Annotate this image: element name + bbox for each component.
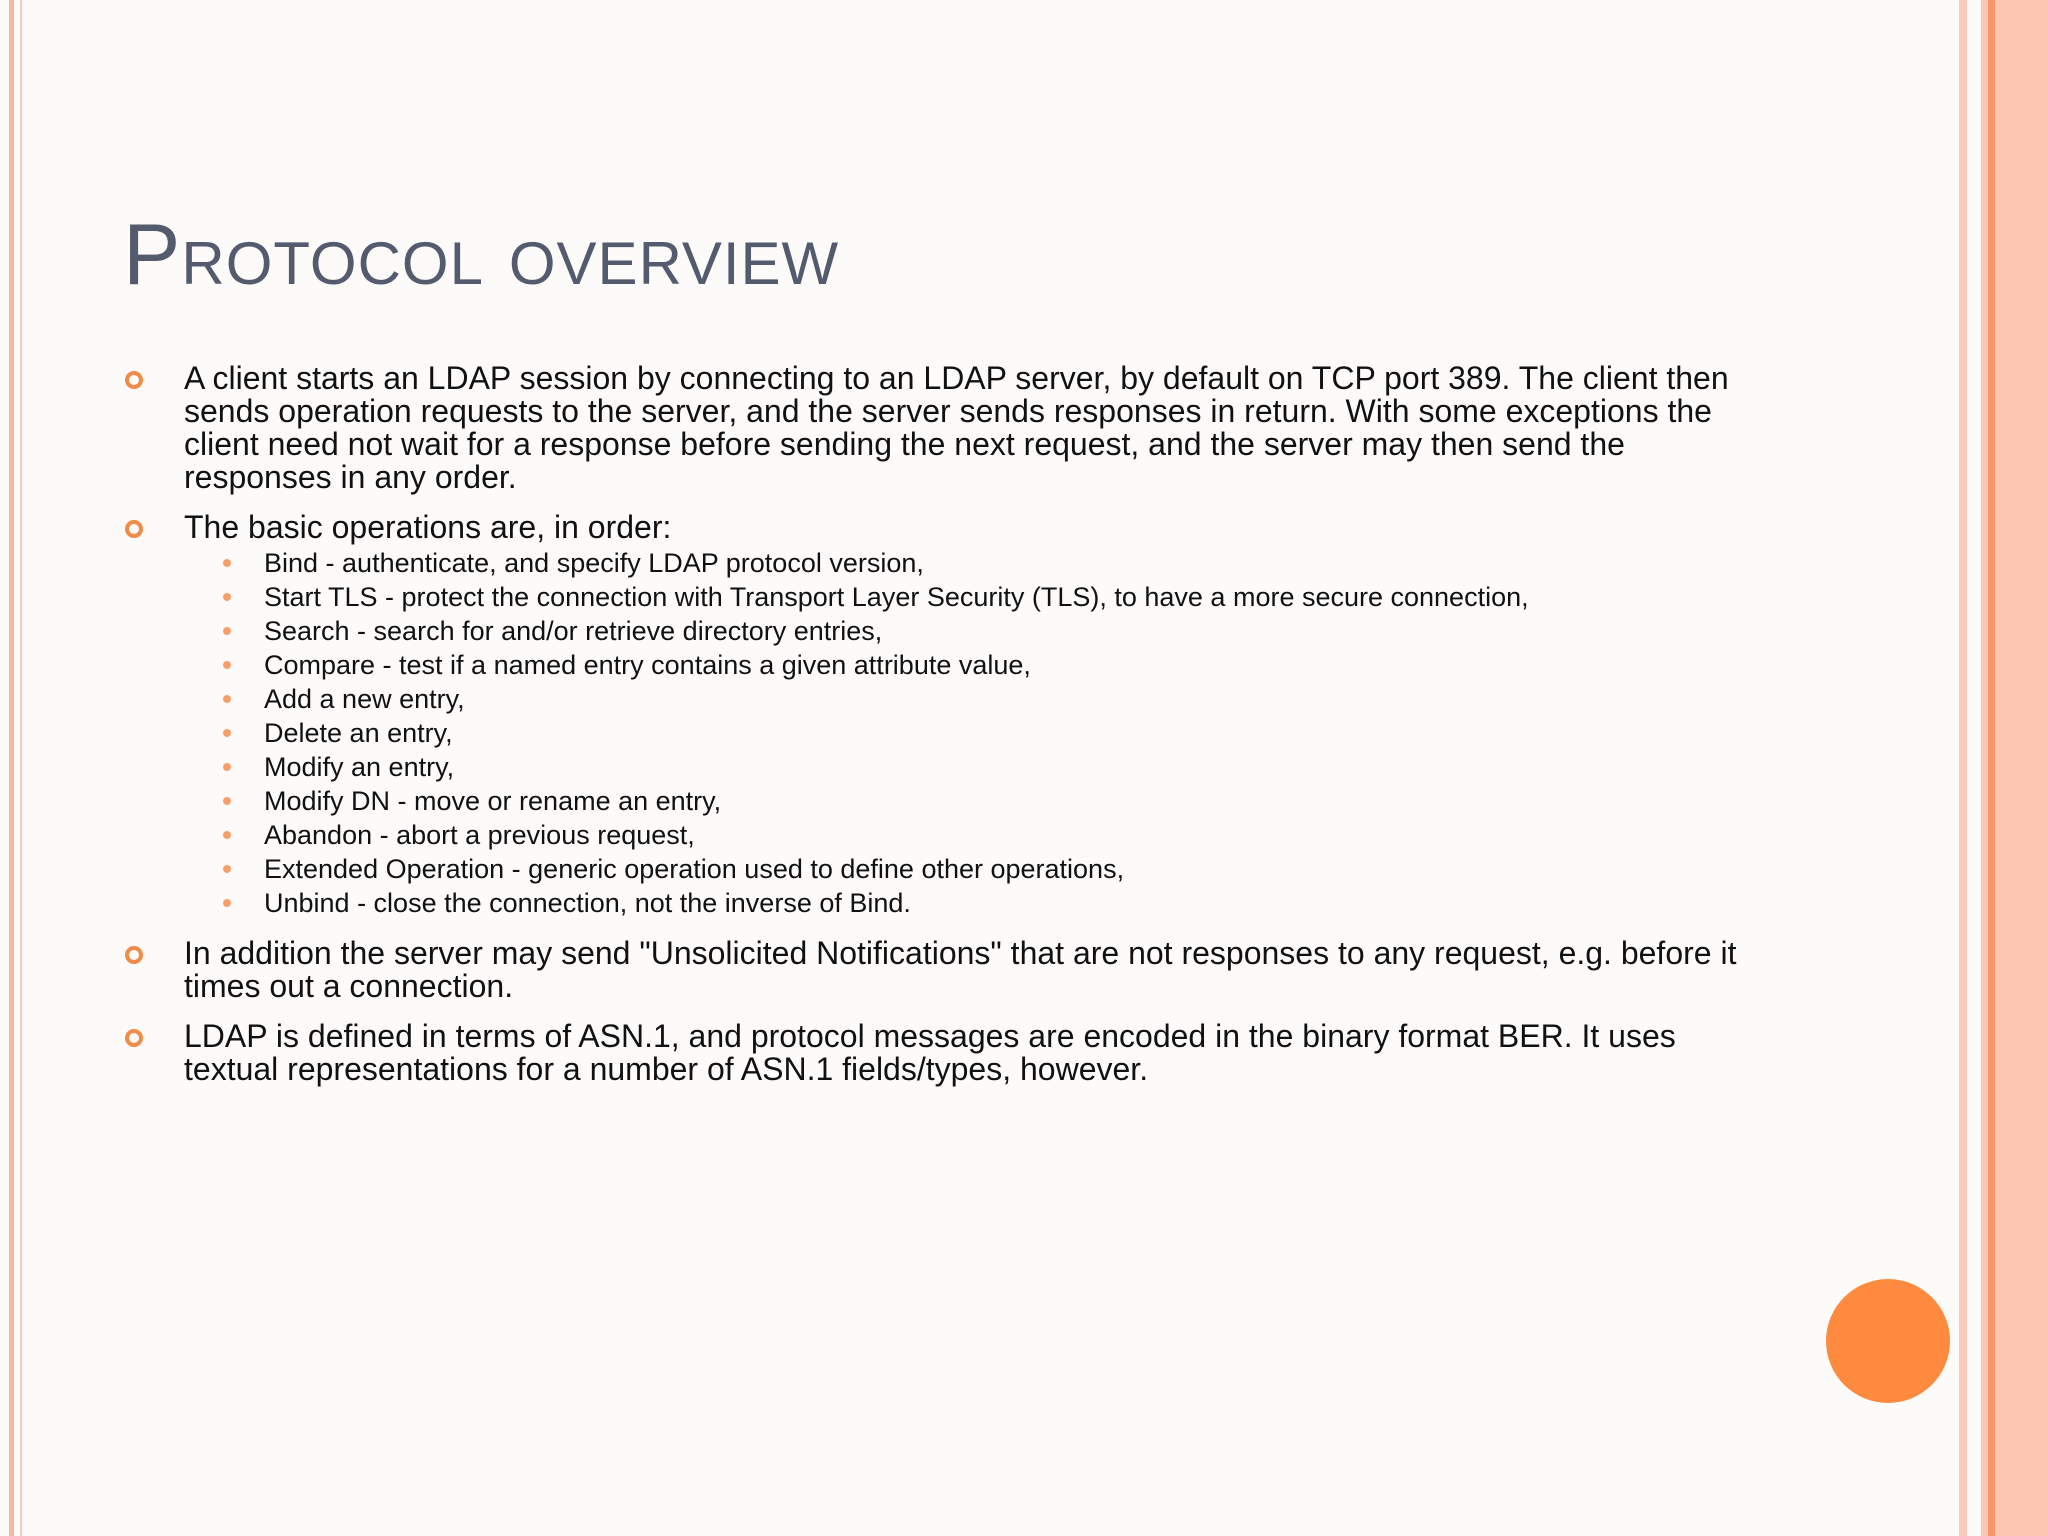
bullet-item [122,362,1772,494]
list-item [244,682,1772,716]
right-border-accent-stripe [1988,0,1995,1536]
list-item [244,750,1772,784]
list-item-text: Add a new entry, [264,684,465,714]
list-item [244,648,1772,682]
operations-list [184,546,1772,920]
dot-bullet-icon [223,831,231,839]
dot-bullet-icon [223,899,231,907]
list-item-text: Search - search for and/or retrieve directory entries, [264,616,883,646]
list-item-text: Abandon - abort a previous request, [264,820,695,850]
dot-bullet-icon [223,797,231,805]
slide-content [122,362,1772,1103]
left-border-line-thin [20,0,22,1536]
list-item [244,852,1772,886]
ring-bullet-icon [125,946,143,964]
list-item [244,580,1772,614]
ring-bullet-icon [125,1029,143,1047]
list-item [244,546,1772,580]
bullet-text: The basic operations are, in order: [184,509,672,545]
list-item-text: Delete an entry, [264,718,453,748]
list-item-text: Start TLS - protect the connection with Transport Layer Security (TLS), to have a more secure connection, [264,582,1529,612]
ring-bullet-icon [125,371,143,389]
list-item-text: Modify an entry, [264,752,455,782]
dot-bullet-icon [223,695,231,703]
ring-bullet-icon [125,520,143,538]
right-border-stripe [1959,0,1967,1536]
dot-bullet-icon [223,559,231,567]
list-item-text: Modify DN - move or rename an entry, [264,786,722,816]
dot-bullet-icon [223,593,231,601]
list-item-text: Compare - test if a named entry contains a given attribute value, [264,650,1031,680]
dot-bullet-icon [223,661,231,669]
list-item-text: Extended Operation - generic operation used to define other operations, [264,854,1125,884]
dot-bullet-icon [223,627,231,635]
bullet-item [122,511,1772,920]
bullet-text: A client starts an LDAP session by connecting to an LDAP server, by default on TCP port 389. The client then sends operation requests to the server, and the server sends responses in return. With some exceptions the client need not wait for a response before sending the next request, and the server may then send the responses in any order. [184,360,1729,495]
list-item [244,886,1772,920]
dot-bullet-icon [223,763,231,771]
dot-bullet-icon [223,729,231,737]
dot-bullet-icon [223,865,231,873]
decorative-orange-circle [1826,1279,1950,1403]
right-border-stripe [1981,0,1988,1536]
bullet-item [122,937,1772,1003]
bullet-item [122,1020,1772,1086]
right-border-band [1995,0,2048,1536]
slide-title: Protocol overview [123,207,840,303]
bullet-text: LDAP is defined in terms of ASN.1, and protocol messages are encoded in the binary format BER. It uses textual representations for a number of ASN.1 fields/types, however. [184,1018,1676,1087]
list-item [244,784,1772,818]
list-item [244,614,1772,648]
list-item [244,818,1772,852]
list-item-text: Unbind - close the connection, not the inverse of Bind. [264,888,911,918]
list-item [244,716,1772,750]
bullet-text: In addition the server may send "Unsolicited Notifications" that are not responses to any request, e.g. before it times out a connection. [184,935,1737,1004]
left-border-line [9,0,14,1536]
list-item-text: Bind - authenticate, and specify LDAP protocol version, [264,548,924,578]
